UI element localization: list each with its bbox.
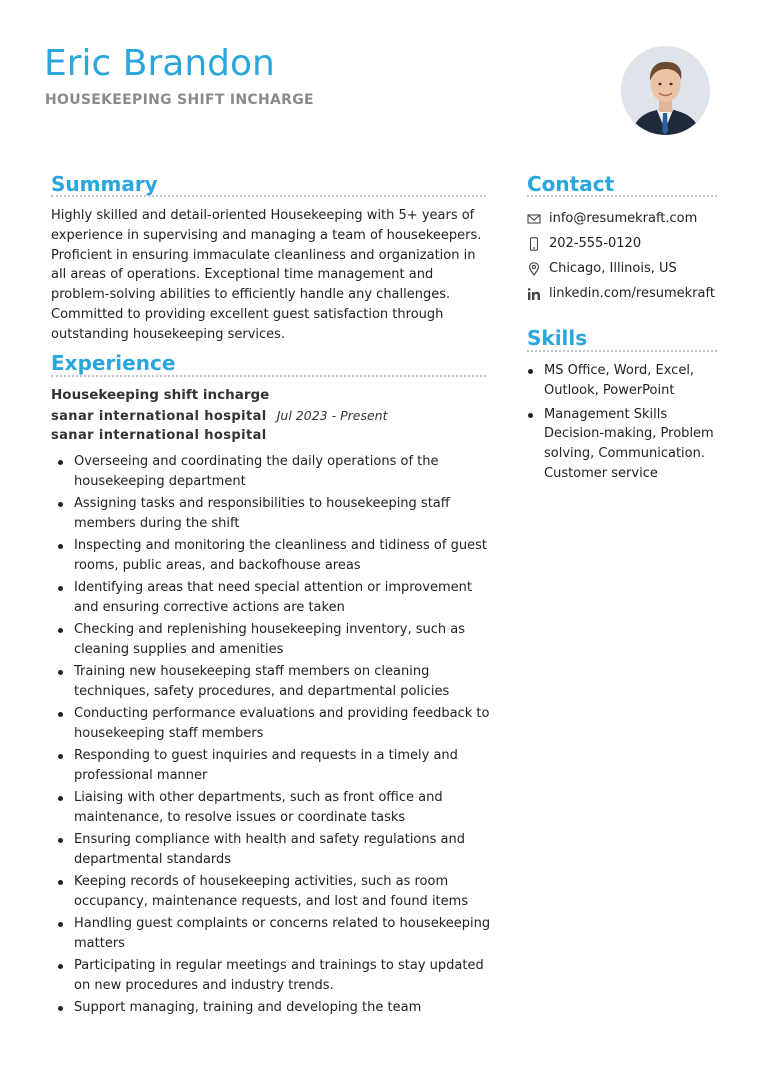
skill-item: Management Skills Decision-making, Problem solving, Communication. Customer service xyxy=(527,405,727,484)
experience-bullet: Ensuring compliance with health and safety regulations and departmental standards xyxy=(51,830,491,870)
contact-divider xyxy=(527,195,717,197)
experience-bullet: Conducting performance evaluations and providing feedback to housekeeping staff members xyxy=(51,704,491,744)
summary-divider xyxy=(51,195,486,197)
experience-bullet: Handling guest complaints or concerns related to housekeeping matters xyxy=(51,914,491,954)
skills-heading: Skills xyxy=(527,326,588,350)
company-name-secondary: sanar international hospital xyxy=(51,428,267,443)
experience-bullet: Support managing, training and developing the team xyxy=(51,998,491,1018)
skills-list xyxy=(527,361,727,488)
candidate-name: Eric Brandon xyxy=(44,43,275,84)
role-title: Housekeeping shift incharge xyxy=(51,387,270,403)
experience-bullet: Identifying areas that need special attention or improvement and ensuring corrective actions are taken xyxy=(51,578,491,618)
contact-location-text: Chicago, Illinois, US xyxy=(549,261,677,276)
contact-email-text[interactable]: info@resumekraft.com xyxy=(549,211,698,226)
map-pin-icon xyxy=(527,262,541,276)
phone-icon xyxy=(527,237,541,251)
linkedin-icon xyxy=(527,287,541,301)
experience-bullet: Training new housekeeping staff members on cleaning techniques, safety procedures, and departmental policies xyxy=(51,662,491,702)
contact-location xyxy=(527,256,727,281)
contact-heading: Contact xyxy=(527,172,615,196)
job-title: HOUSEKEEPING SHIFT INCHARGE xyxy=(45,92,314,108)
experience-bullet: Participating in regular meetings and trainings to stay updated on new procedures and industry trends. xyxy=(51,956,491,996)
company-line xyxy=(51,408,387,424)
summary-heading: Summary xyxy=(51,172,158,196)
skills-divider xyxy=(527,350,717,352)
employment-dates: Jul 2023 - Present xyxy=(276,408,388,423)
contact-list xyxy=(527,206,727,306)
experience-divider xyxy=(51,375,486,377)
experience-bullets xyxy=(51,452,491,1020)
experience-bullet: Keeping records of housekeeping activities, such as room occupancy, maintenance requests, and lost and found items xyxy=(51,872,491,912)
contact-email[interactable] xyxy=(527,206,727,231)
summary-text: Highly skilled and detail-oriented Housekeeping with 5+ years of experience in supervising and managing a team of housekeepers. Proficient in ensuring immaculate cleanliness and organization in all areas of operations. Exceptional time management and problem-solving abilities to efficiently handle any challenges. Committed to providing excellent guest satisfaction through outstanding housekeeping services. xyxy=(51,208,482,342)
experience-bullet: Checking and replenishing housekeeping inventory, such as cleaning supplies and amenities xyxy=(51,620,491,660)
contact-linkedin-text[interactable]: linkedin.com/resumekraft xyxy=(549,286,715,301)
experience-heading: Experience xyxy=(51,351,176,375)
experience-bullet: Overseeing and coordinating the daily operations of the housekeeping department xyxy=(51,452,491,492)
contact-linkedin[interactable] xyxy=(527,281,727,306)
experience-bullet: Liaising with other departments, such as front office and maintenance, to resolve issues or coordinate tasks xyxy=(51,788,491,828)
experience-bullet: Assigning tasks and responsibilities to housekeeping staff members during the shift xyxy=(51,494,491,534)
company-name: sanar international hospital xyxy=(51,409,267,424)
contact-phone[interactable] xyxy=(527,231,727,256)
skill-item: MS Office, Word, Excel, Outlook, PowerPoint xyxy=(527,361,727,401)
profile-photo xyxy=(621,46,710,135)
experience-bullet: Inspecting and monitoring the cleanliness and tidiness of guest rooms, public areas, and backofhouse areas xyxy=(51,536,491,576)
contact-phone-text[interactable]: 202-555-0120 xyxy=(549,236,642,251)
experience-bullet: Responding to guest inquiries and requests in a timely and professional manner xyxy=(51,746,491,786)
envelope-icon xyxy=(527,212,541,226)
